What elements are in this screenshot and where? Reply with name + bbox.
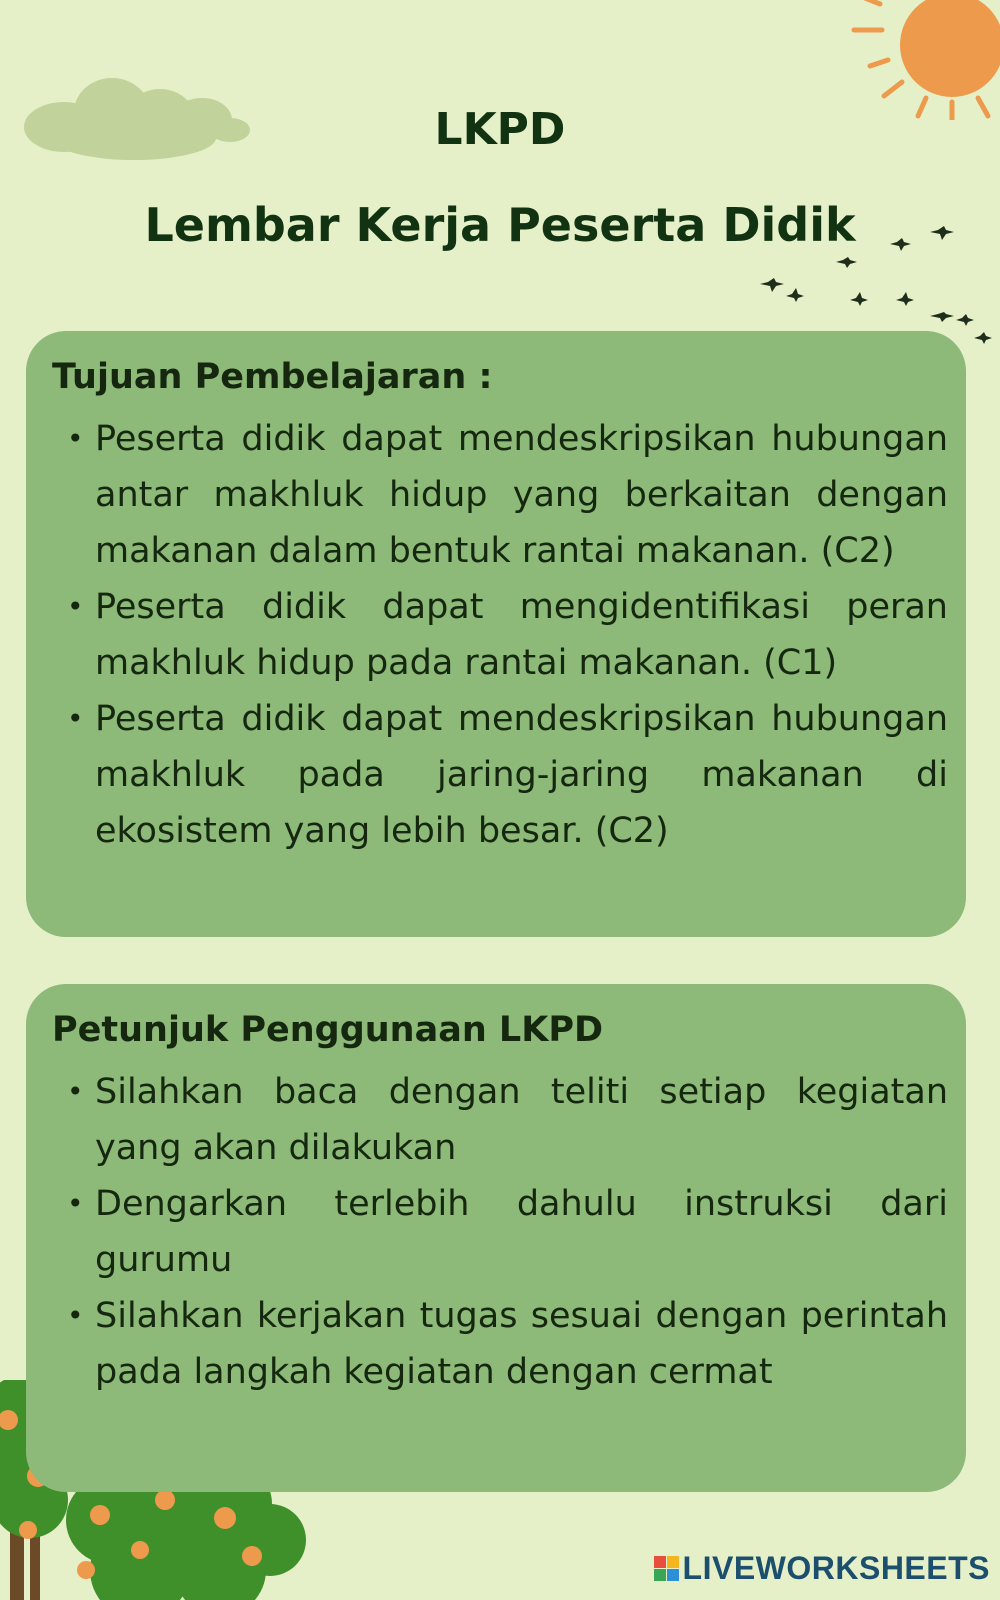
objectives-heading: Tujuan Pembelajaran : [52,357,493,397]
objectives-list [52,411,948,859]
page-title: LKPD [434,104,566,155]
instruction-item: • Dengarkan terlebih dahulu instruksi dari gurumu [52,1176,948,1288]
instructions-heading: Petunjuk Penggunaan LKPD [52,1010,604,1050]
liveworksheets-logo-icon [654,1556,679,1581]
objective-item: • Peserta didik dapat mendeskripsikan hubungan antar makhluk hidup yang berkaitan dengan makanan dalam bentuk rantai makanan. (C2) [52,411,948,579]
page-subtitle: Lembar Kerja Peserta Didik [144,198,856,252]
instructions-list [52,1064,948,1400]
instruction-item: • Silahkan baca dengan teliti setiap kegiatan yang akan dilakukan [52,1064,948,1176]
brand-text: LIVEWORKSHEETS [682,1550,990,1586]
instruction-item: • Silahkan kerjakan tugas sesuai dengan perintah pada langkah kegiatan dengan cermat [52,1288,948,1400]
sun-icon [850,0,1000,120]
objectives-card [26,331,966,937]
objective-item: • Peserta didik dapat mengidentifikasi peran makhluk hidup pada rantai makanan. (C1) [52,579,948,691]
liveworksheets-brand[interactable] [654,1550,990,1587]
instructions-card [26,984,966,1492]
objective-item: • Peserta didik dapat mendeskripsikan hubungan makhluk pada jaring-jaring makanan di ekosistem yang lebih besar. (C2) [52,691,948,859]
